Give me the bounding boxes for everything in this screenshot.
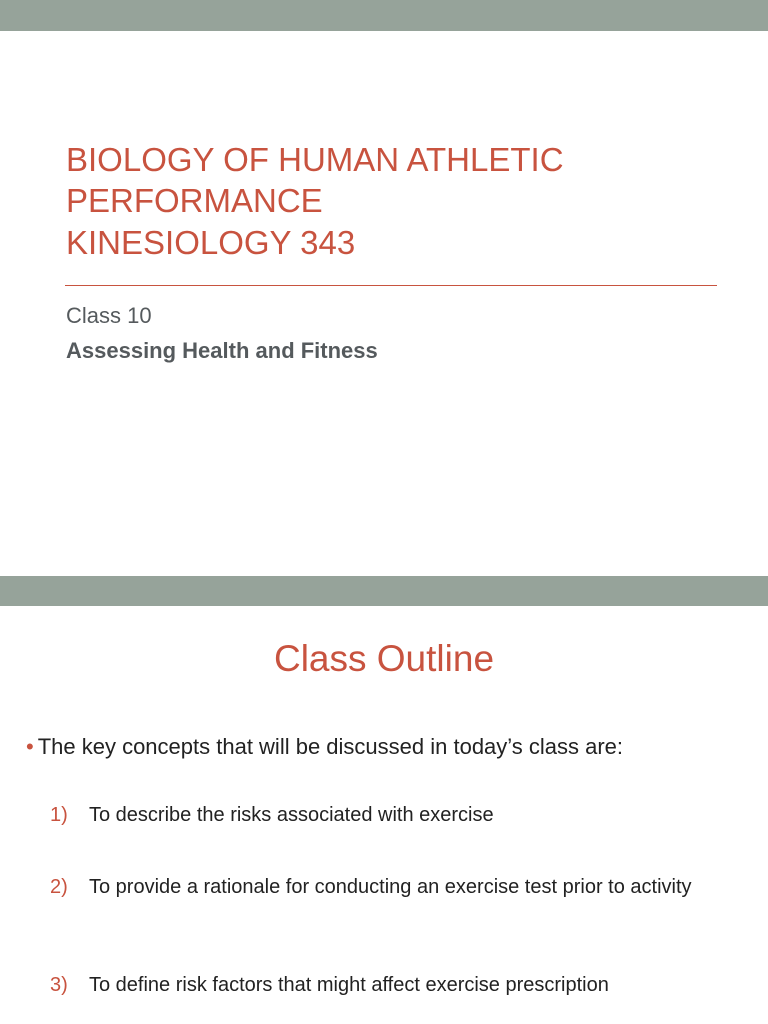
class-topic: Assessing Health and Fitness xyxy=(66,338,378,363)
item-number: 1) xyxy=(50,804,68,826)
item-number: 2) xyxy=(50,876,68,898)
item-text: To describe the risks associated with exercise xyxy=(89,804,494,826)
outline-item-1 xyxy=(50,802,740,829)
title-line-1: BIOLOGY OF HUMAN ATHLETIC xyxy=(66,141,564,178)
bullet-icon: • xyxy=(26,734,34,759)
outline-item-2 xyxy=(50,874,740,901)
outline-item-3 xyxy=(50,972,740,999)
slide-title xyxy=(66,139,726,265)
item-number: 3) xyxy=(50,974,68,996)
title-divider xyxy=(65,285,717,286)
top-header-band xyxy=(0,0,768,31)
course-code: KINESIOLOGY 343 xyxy=(66,224,356,261)
slide-divider-band xyxy=(0,576,768,606)
intro-bullet xyxy=(26,732,756,762)
outline-title: Class Outline xyxy=(273,638,495,679)
class-number: Class 10 xyxy=(66,303,152,328)
intro-text: The key concepts that will be discussed in today’s class are: xyxy=(37,734,624,759)
item-text: To provide a rationale for conducting an exercise test prior to activity xyxy=(89,876,692,898)
title-line-2: PERFORMANCE xyxy=(66,182,323,219)
item-text: To define risk factors that might affect exercise prescription xyxy=(89,974,609,996)
